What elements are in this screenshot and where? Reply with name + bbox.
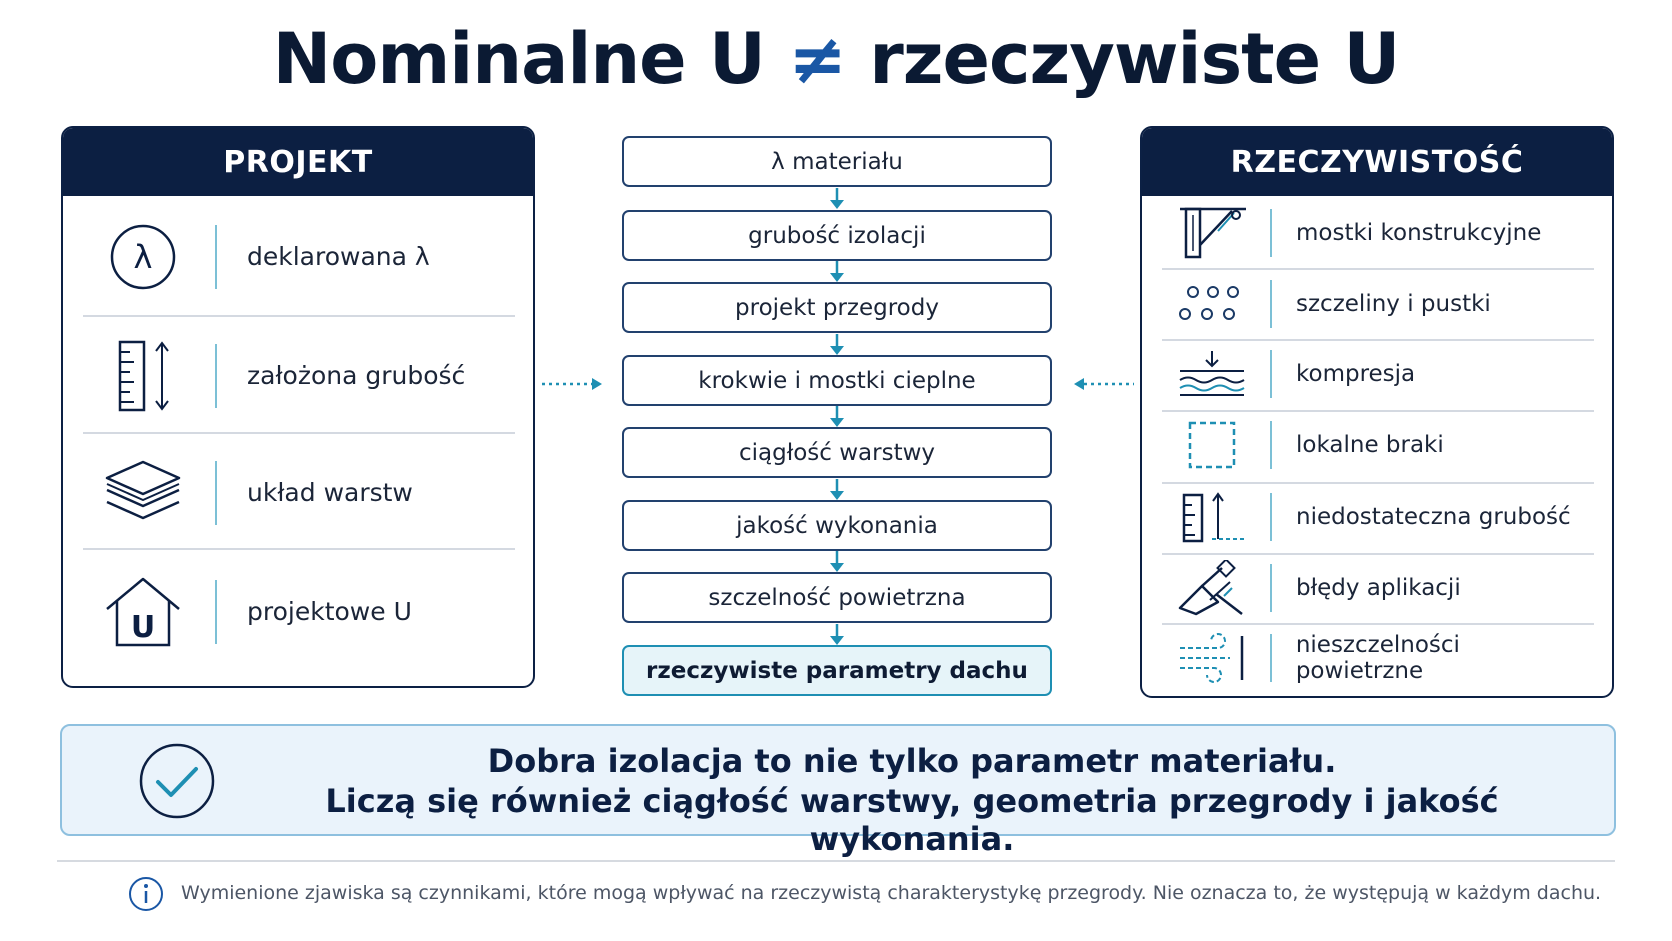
row-divider [83,548,515,550]
lambda-glyph: λ [133,237,153,276]
reality-item-label: niedostateczna grubość [1296,504,1571,530]
flow-arrow [828,551,846,573]
divider [215,461,217,525]
dashed-square-icon [1162,417,1262,473]
left-dotted-arrow [540,372,604,396]
lambda-icon [83,222,203,292]
reality-item-application-errors [1162,553,1594,623]
house-u-icon [83,573,203,651]
flow-step: λ materiału [622,136,1052,187]
reality-item-label: szczeliny i pustki [1296,291,1491,317]
flow-step: krokwie i mostki cieplne [622,355,1052,406]
right-dotted-arrow [1072,372,1136,396]
u-glyph: U [130,609,156,645]
projekt-panel [61,126,535,688]
projekt-item-lambda [83,198,515,315]
projekt-item-label: deklarowana λ [247,242,430,271]
projekt-item-u [83,553,515,670]
flow-arrow [828,188,846,210]
layers-icon [83,458,203,528]
divider [1270,493,1272,541]
flow-arrow [828,624,846,646]
banner-line-2: Liczą się również ciągłość warstwy, geometria przegrody i jakość wykonania. [325,782,1499,858]
not-equal-symbol: ≠ [788,18,846,100]
projekt-item-label: projektowe U [247,597,412,626]
divider [1270,634,1272,682]
flow-arrow [828,261,846,283]
flow-step: ciągłość warstwy [622,427,1052,478]
flow-arrow [828,479,846,501]
projekt-item-label: układ warstw [247,478,413,507]
projekt-item-label: założona grubość [247,361,466,390]
projekt-heading: PROJEKT [63,128,533,196]
reality-item-label: nieszczelności powietrzne [1295,632,1460,684]
footnote-text: Wymienione zjawiska są czynnikami, które mogą wpływać na rzeczywistą charakterystykę przegrody. Nie oznacza to, że występują w każdym dachu. [181,882,1602,904]
divider [1270,280,1272,328]
info-icon [128,876,164,912]
reality-item-label: kompresja [1296,361,1416,387]
divider [1270,564,1272,612]
page-title [0,18,1672,100]
divider [1270,350,1272,398]
gaps-circles-icon [1162,282,1262,326]
flow-step: szczelność powietrzna [622,572,1052,623]
divider [1270,421,1272,469]
check-circle-icon [138,742,216,820]
reality-item-compression [1162,339,1594,409]
divider [215,580,217,644]
rzeczywistosc-panel [1140,126,1614,698]
ruler-thickness-icon [83,338,203,414]
title-part-2: rzeczywiste U [869,18,1400,100]
reality-item-label: błędy aplikacji [1296,575,1461,601]
structural-bridge-icon [1162,205,1262,261]
projekt-item-thickness [83,317,515,434]
divider [215,344,217,408]
banner-line-1: Dobra izolacja to nie tylko parametr materiału. [487,742,1337,780]
insufficient-thickness-icon [1162,489,1262,545]
reality-item-insufficient-thickness [1162,482,1594,552]
flow-result: rzeczywiste parametry dachu [622,645,1052,696]
flow-step: jakość wykonania [622,500,1052,551]
reality-item-air-leaks [1162,623,1594,693]
flow-arrow [828,406,846,428]
divider [215,225,217,289]
reality-item-local-gaps [1162,410,1594,480]
flow-arrow [828,334,846,356]
title-part-1: Nominalne U [272,18,765,100]
flow-step: grubość izolacji [622,210,1052,261]
flow-step: projekt przegrody [622,282,1052,333]
reality-item-label: lokalne braki [1296,432,1444,458]
reality-item-structural-bridges [1162,198,1594,268]
reality-item-gaps [1162,269,1594,339]
spray-gun-icon [1162,560,1262,616]
compression-icon [1162,349,1262,399]
projekt-item-layers [83,434,515,551]
summary-banner [60,724,1616,858]
air-leak-icon [1162,630,1262,686]
divider [1270,209,1272,257]
rzeczywistosc-heading: RZECZYWISTOŚĆ [1142,128,1612,196]
footer-divider [57,860,1615,862]
reality-item-label: mostki konstrukcyjne [1296,220,1542,246]
